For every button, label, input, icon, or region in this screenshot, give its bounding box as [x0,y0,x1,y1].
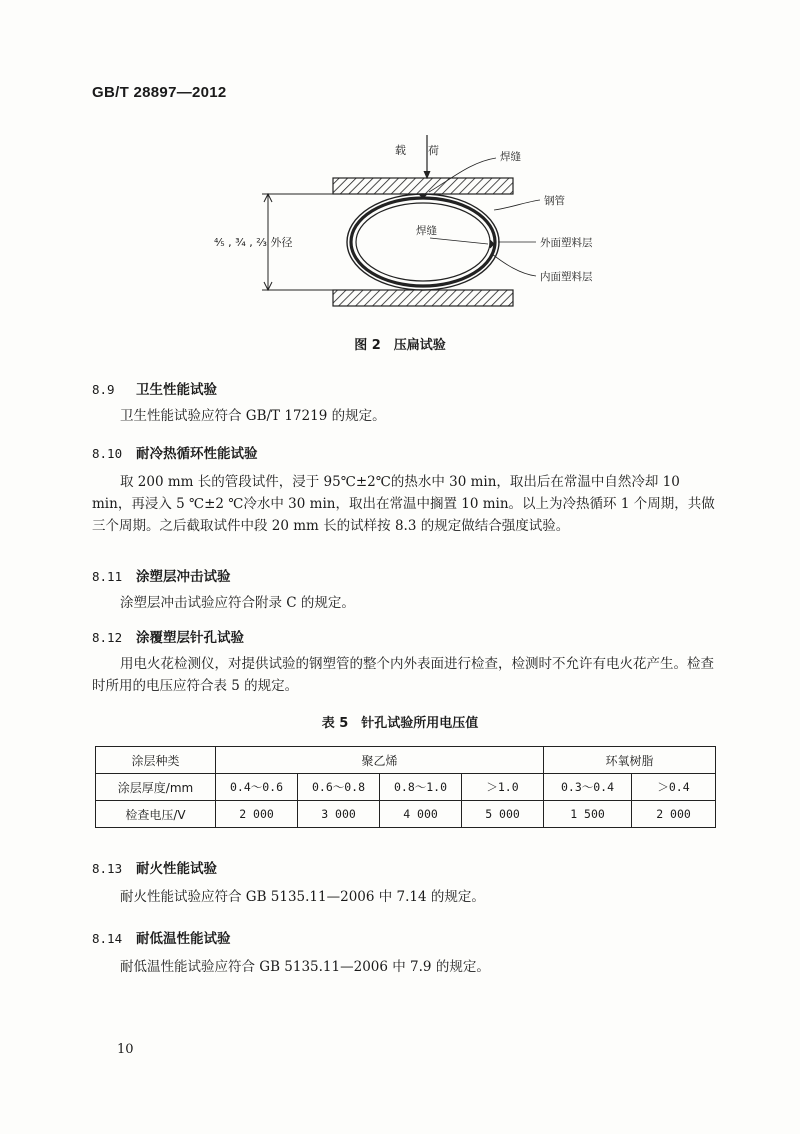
table-cell: 0.8～1.0 [380,774,462,801]
section-body-8-10: 取 200 mm 长的管段试件，浸于 95℃±2℃的热水中 30 min，取出后在常温中自然冷却 10 min，再浸入 5 ℃±2 ℃冷水中 30 min，取出在常温中搁置 10 min。以上为冷热循环 1 个周期，共做三个周期。之后截取试件中段 20 mm 长的试样按 8.3 的规定做结合强度试验。 [92,474,715,534]
table-cell: 2 000 [216,801,298,828]
weld-inner-label: 焊缝 [416,225,437,237]
section-heading-8-14: 8.14 耐低温性能试验 [92,931,231,947]
table-cell: 0.4～0.6 [216,774,298,801]
table-cell: 0.6～0.8 [298,774,380,801]
inner-plastic-label: 内面塑料层 [540,271,593,283]
section-body-8-14: 耐低温性能试验应符合 GB 5135.11—2006 中 7.9 的规定。 [120,959,490,975]
section-body-8-12: 用电火花检测仪，对提供试验的钢塑管的整个内外表面进行检查，检测时不允许有电火花产生。检查时所用的电压应符合表 5 的规定。 [92,656,714,694]
section-heading-8-12: 8.12 涂覆塑层针孔试验 [92,630,244,646]
bottom-pressing-plate [333,290,513,306]
section-body-8-11: 涂塑层冲击试验应符合附录 C 的规定。 [120,595,355,611]
steel-pipe-label: 钢管 [544,195,565,207]
table-cell: 5 000 [462,801,544,828]
weld-top-label: 焊缝 [500,151,521,163]
table-cell: 0.3～0.4 [544,774,632,801]
section-heading-8-11: 8.11 涂塑层冲击试验 [92,569,231,585]
table-cell: 1 500 [544,801,632,828]
table-cell: 2 000 [632,801,716,828]
flattening-test-figure [200,130,620,330]
thickness-header: 涂层厚度/mm [96,774,216,801]
page-number: 10 [117,1042,134,1057]
top-pressing-plate [333,178,513,194]
standard-code-header: GB/T 28897—2012 [92,84,227,101]
section-heading-8-9: 8.9 卫生性能试验 [92,382,217,398]
outer-plastic-layer [347,194,499,290]
table-cell: 3 000 [298,801,380,828]
outer-plastic-label: 外面塑料层 [540,237,593,249]
section-body-8-9: 卫生性能试验应符合 GB/T 17219 的规定。 [120,408,386,424]
table-cell: ＞1.0 [462,774,544,801]
section-heading-8-13: 8.13 耐火性能试验 [92,861,217,877]
load-label: 载 荷 [395,144,439,157]
dimension-label: ⁴⁄₅ , ³⁄₄ , ²⁄₃ 外径 [214,236,293,249]
flattening-diagram [200,130,620,330]
voltage-header: 检查电压/V [96,801,216,828]
table-row [96,801,716,828]
polyethylene-header: 聚乙烯 [216,747,544,774]
table-row [96,774,716,801]
epoxy-header: 环氧树脂 [544,747,716,774]
table-row [96,747,716,774]
section-heading-8-10: 8.10 耐冷热循环性能试验 [92,446,258,462]
table-cell: 4 000 [380,801,462,828]
table-cell: ＞0.4 [632,774,716,801]
section-body-8-13: 耐火性能试验应符合 GB 5135.11—2006 中 7.14 的规定。 [120,889,485,905]
coating-type-header: 涂层种类 [96,747,216,774]
voltage-table [95,746,716,828]
table-caption: 表 5 针孔试验所用电压值 [321,716,479,731]
figure-caption: 图 2 压扁试验 [354,338,446,353]
